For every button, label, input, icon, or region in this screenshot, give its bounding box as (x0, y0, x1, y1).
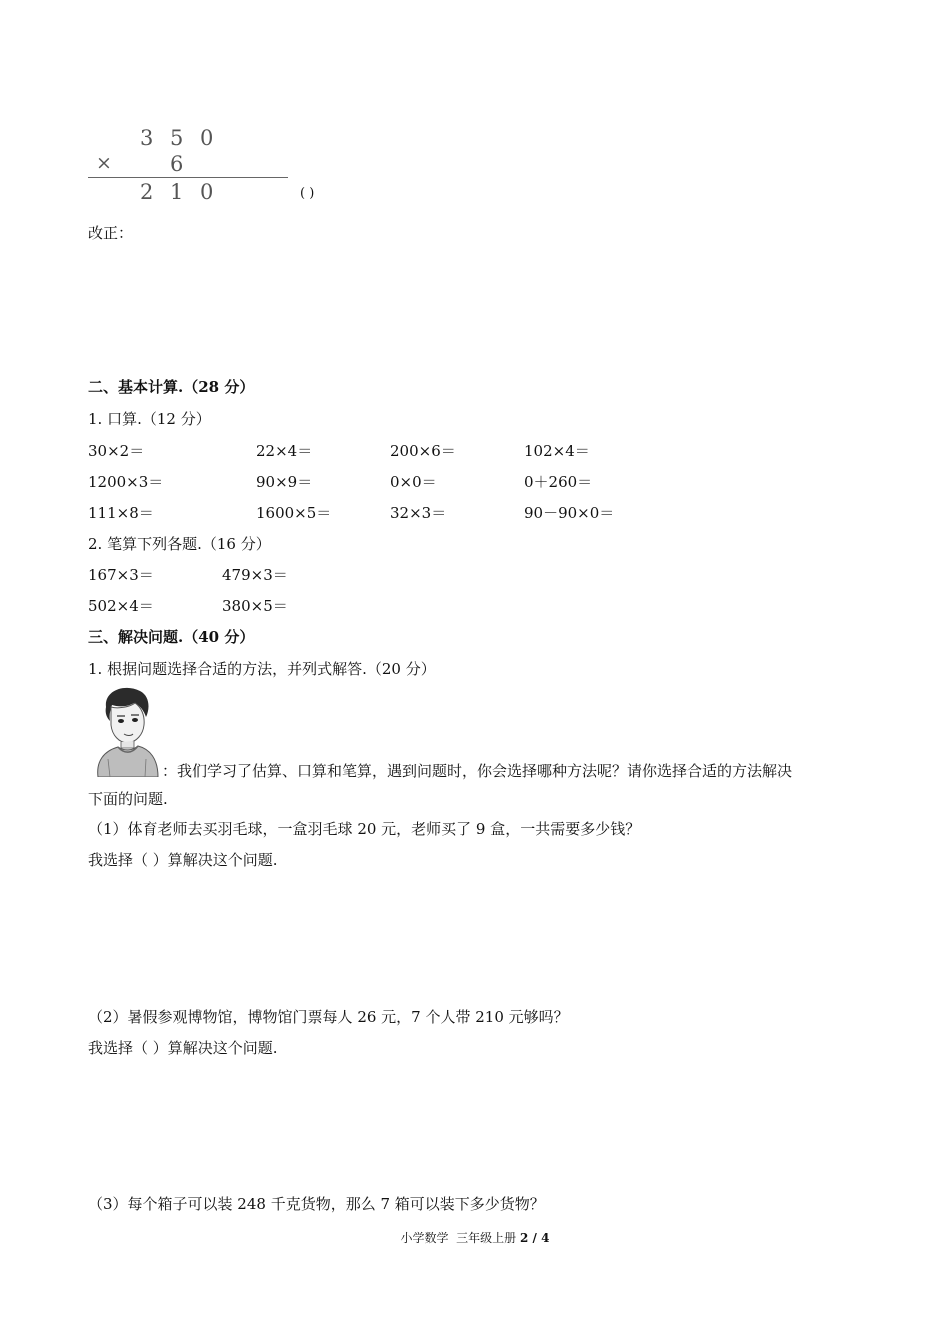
oral-calc-item: 200×6＝ (390, 442, 456, 460)
section-title: 三、解决问题.（40 分） (88, 628, 255, 646)
result-digit: 1 (170, 180, 184, 204)
boy-illustration (88, 685, 162, 777)
question-title: 1. 口算.（12 分） (88, 410, 211, 428)
top-digit: 0 (200, 126, 214, 150)
problem-3: （3）每个箱子可以装 248 千克货物，那么 7 箱可以装下多少货物？ (88, 1195, 545, 1213)
oral-calc-item: 102×4＝ (524, 442, 590, 460)
oral-calc-item: 90－90×0＝ (524, 504, 615, 522)
problem-1-choice: 我选择（ ）算解决这个问题. (88, 851, 278, 869)
intro-text-line1: ：我们学习了估算、口算和笔算，遇到问题时，你会选择哪种方法呢？请你选择合适的方法解决 (162, 762, 793, 780)
question-title: 2. 笔算下列各题.（16 分） (88, 535, 271, 553)
result-digit: 0 (200, 180, 214, 204)
oral-calc-item: 90×9＝ (256, 473, 313, 491)
page-footer (0, 1229, 950, 1246)
written-calc-item: 167×3＝ (88, 566, 154, 584)
result-digit: 2 (140, 180, 154, 204)
times-sign: × (96, 152, 112, 174)
written-calc-item: 479×3＝ (222, 566, 288, 584)
section-title: 二、基本计算.（28 分） (88, 378, 255, 396)
oral-calc-item: 30×2＝ (88, 442, 145, 460)
top-digit: 3 (140, 126, 154, 150)
written-calc-item: 380×5＝ (222, 597, 288, 615)
oral-calc-item: 1600×5＝ (256, 504, 332, 522)
multiplier-digit: 6 (170, 152, 184, 176)
problem-1: （1）体育老师去买羽毛球，一盒羽毛球 20 元，老师买了 9 盒，一共需要多少钱？ (88, 820, 641, 838)
oral-calc-item: 22×4＝ (256, 442, 313, 460)
intro-text-line2: 下面的问题. (88, 790, 168, 808)
problem-2-choice: 我选择（ ）算解决这个问题. (88, 1039, 278, 1057)
oral-calc-item: 111×8＝ (88, 504, 154, 522)
oral-calc-item: 1200×3＝ (88, 473, 164, 491)
footer-subject: 小学数学 三年级上册 (400, 1231, 520, 1245)
problem-2: （2）暑假参观博物馆，博物馆门票每人 26 元，7 个人带 210 元够吗？ (88, 1008, 569, 1026)
judge-blank[interactable]: ( ) (300, 186, 315, 201)
page-number: 2 / 4 (520, 1231, 550, 1245)
oral-calc-item: 32×3＝ (390, 504, 447, 522)
written-calc-item: 502×4＝ (88, 597, 154, 615)
oral-calc-item: 0×0＝ (390, 473, 437, 491)
correction-label: 改正： (88, 224, 134, 242)
top-digit: 5 (170, 126, 184, 150)
oral-calc-item: 0＋260＝ (524, 473, 593, 491)
question-title: 1. 根据问题选择合适的方法，并列式解答.（20 分） (88, 660, 436, 678)
calc-underline (88, 177, 288, 178)
